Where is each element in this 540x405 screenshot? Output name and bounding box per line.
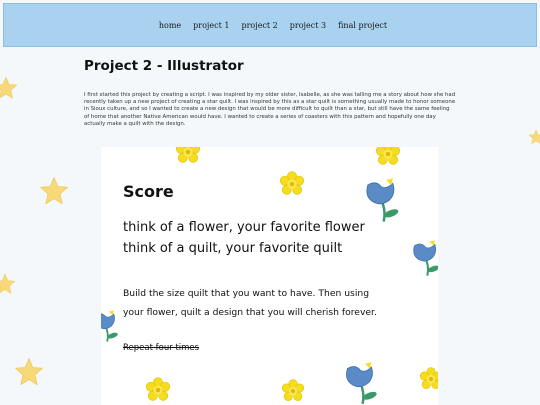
- yellow-flower-icon: [175, 147, 201, 165]
- score-artwork: [101, 147, 438, 405]
- star-icon: [14, 357, 44, 387]
- score-line-build: Build the size quilt that you want to have. Then using: [123, 288, 370, 299]
- score-heading: Score: [123, 182, 174, 201]
- score-line-design: your flower, quilt a design that you will cherish forever.: [123, 307, 377, 318]
- nav-links: [4, 4, 536, 46]
- yellow-flower-icon: [281, 379, 305, 403]
- yellow-flower-icon: [375, 147, 401, 167]
- top-navigation-bar: [3, 3, 537, 47]
- star-icon: [0, 269, 16, 299]
- project-description: I first started this project by creating a script. I was inspired by my older sister, Isabelle, as she was talling me a story about how she had recently taken up a new project of creating a star quilt. I was inspired by this as a star quilt is something usually made to honor someone in Sioux culture, and so I wanted to create a new design that would be more difficult to quilt than a star, but still have the same feeling of home that another Native American would have. I wanted to create a series of coasters with this pattern and hopefully one day actually make a quilt with the design.: [84, 92, 456, 127]
- score-line-flower: think of a flower, your favorite flower: [123, 220, 365, 235]
- star-icon: [39, 176, 69, 206]
- blue-flower-icon: [341, 359, 381, 405]
- yellow-flower-icon: [419, 367, 438, 391]
- blue-flower-icon: [101, 307, 121, 345]
- blue-flower-icon: [361, 175, 403, 225]
- blue-flower-icon: [409, 237, 438, 279]
- score-line-repeat: Repeat four times: [123, 343, 200, 353]
- yellow-flower-icon: [145, 377, 171, 403]
- nav-link-project-2[interactable]: project 2: [241, 20, 278, 30]
- page-title: Project 2 - Illustrator: [84, 58, 244, 74]
- nav-link-final-project[interactable]: final project: [338, 20, 388, 30]
- nav-link-project-3[interactable]: project 3: [289, 20, 327, 30]
- yellow-flower-icon: [279, 171, 305, 197]
- nav-link-home[interactable]: home: [158, 20, 182, 30]
- nav-link-project-1[interactable]: project 1: [193, 20, 230, 30]
- star-icon: [0, 73, 18, 103]
- score-line-quilt: think of a quilt, your favorite quilt: [123, 241, 343, 256]
- star-icon: [528, 124, 540, 150]
